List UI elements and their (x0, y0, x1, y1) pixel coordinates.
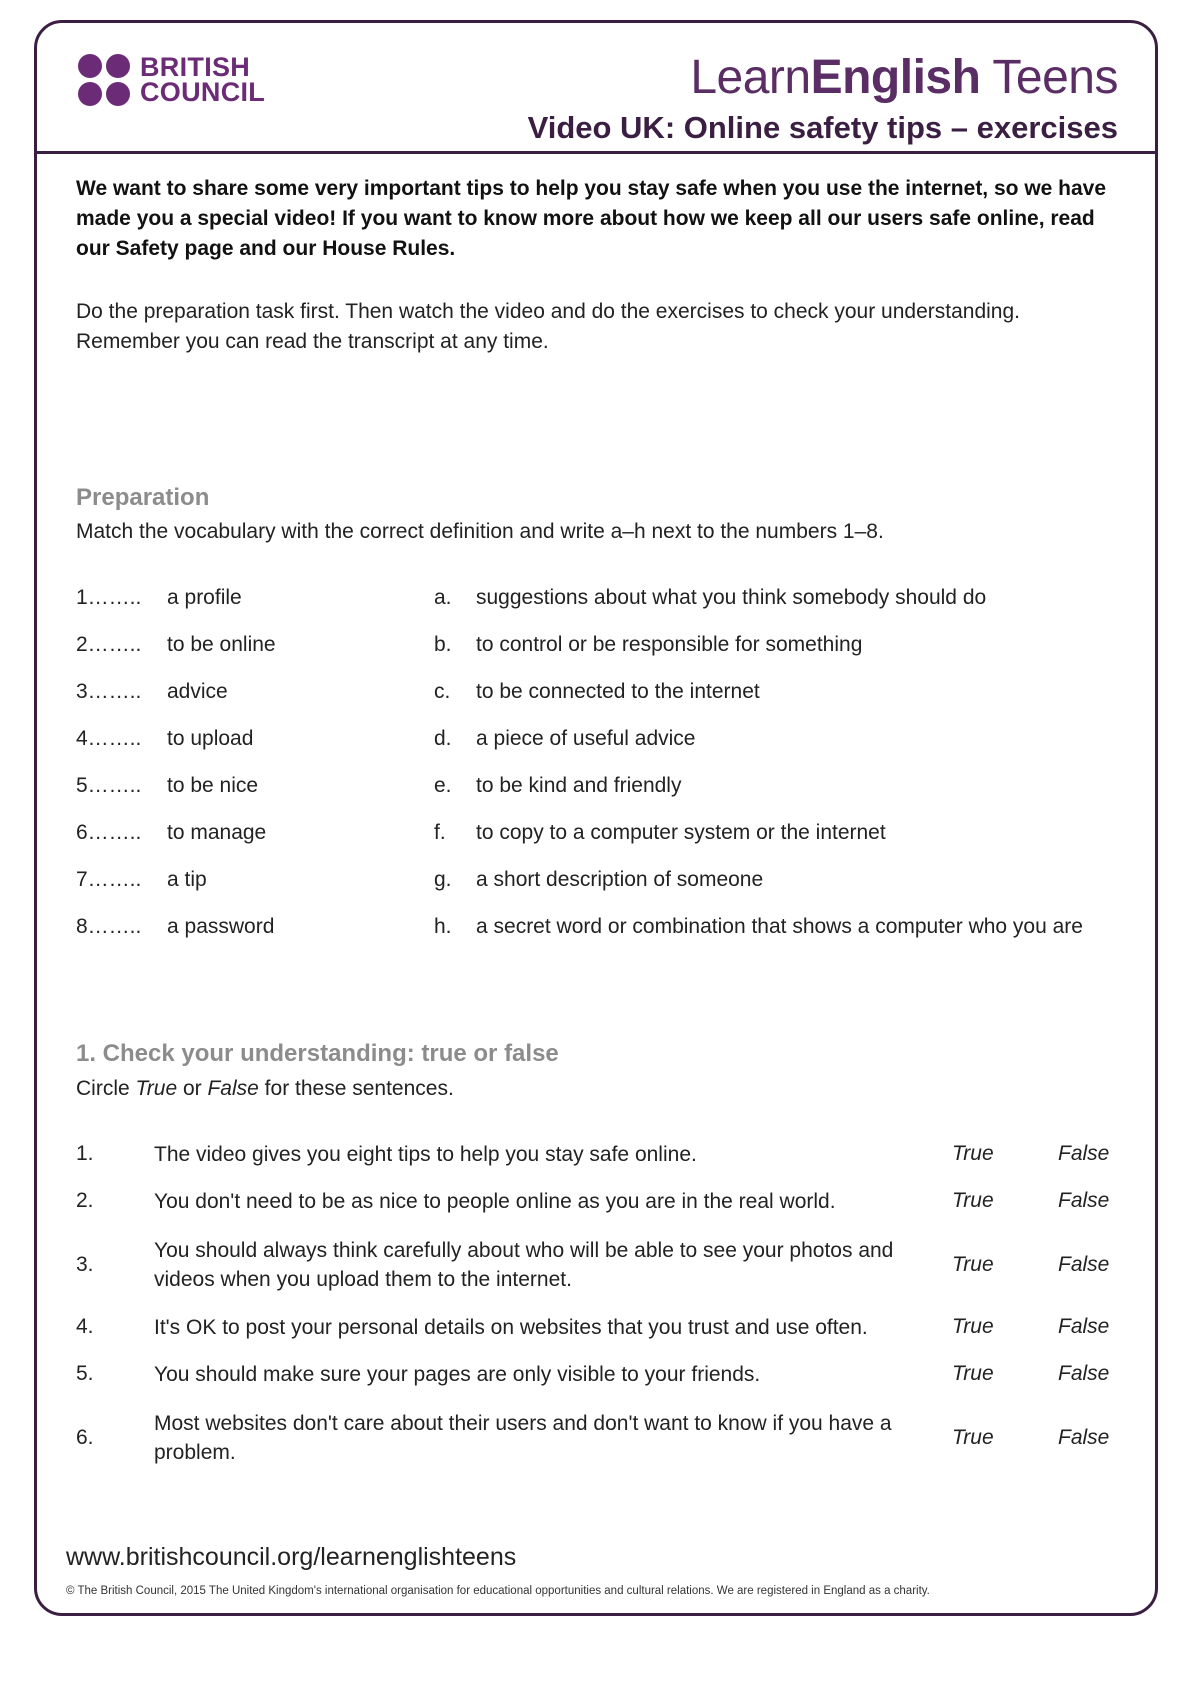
false-option[interactable]: False (1058, 1362, 1110, 1385)
exercise1-instruction (76, 1077, 454, 1101)
tf-statement: You don't need to be as nice to people online as you are in the real world. (154, 1189, 836, 1213)
definition-letter: b. (434, 633, 452, 656)
tf-number: 5. (76, 1362, 94, 1385)
vocab-number[interactable]: 7…….. (76, 868, 142, 891)
logo-dots-icon (78, 54, 130, 106)
tf-row (76, 1236, 1136, 1294)
vocab-term: a password (167, 915, 275, 938)
vocab-number[interactable]: 3…….. (76, 680, 142, 703)
intro-bold-paragraph: We want to share some very important tips to help you stay safe when you use the internet, so we have made you a special video! If you want to know more about how we keep all our users safe online, read our Safety page and our House Rules. (76, 177, 1107, 260)
tf-row (76, 1359, 1136, 1389)
document-title: Video UK: Online safety tips – exercises (527, 110, 1118, 145)
vocab-row (76, 915, 1136, 945)
vocab-row (76, 868, 1136, 898)
vocab-row (76, 633, 1136, 663)
footer-copyright: © The British Council, 2015 The United Kingdom's international organisation for educational opportunities and cultural relations. We are registered in England as a charity. (66, 1585, 930, 1597)
tf-row (76, 1139, 1136, 1169)
vocab-number[interactable]: 4…….. (76, 727, 142, 750)
vocab-number[interactable]: 8…….. (76, 915, 142, 938)
definition-letter: h. (434, 915, 452, 938)
brand-teens: Teens (980, 51, 1118, 104)
tf-row (76, 1186, 1136, 1216)
vocab-row (76, 727, 1136, 757)
definition-letter: c. (434, 680, 451, 703)
vocab-term: to be online (167, 633, 276, 656)
vocab-term: a tip (167, 868, 207, 891)
tf-number: 4. (76, 1315, 94, 1338)
definition-text: to be connected to the internet (476, 680, 760, 703)
definition-text: to be kind and friendly (476, 774, 682, 797)
definition-text: a secret word or combination that shows a computer who you are (476, 915, 1083, 938)
tf-row (76, 1312, 1136, 1342)
intro-paragraph: Do the preparation task first. Then watch the video and do the exercises to check your understanding. Remember you can read the transcript at any time. (76, 300, 1020, 353)
tf-statement: Most websites don't care about their users and don't want to know if you have a problem. (154, 1412, 892, 1464)
tf-number: 3. (76, 1253, 94, 1276)
definition-text: suggestions about what you think somebody should do (476, 586, 987, 609)
vocab-number[interactable]: 5…….. (76, 774, 142, 797)
definition-text: to control or be responsible for something (476, 633, 863, 656)
tf-statement: You should make sure your pages are only visible to your friends. (154, 1362, 761, 1386)
false-option[interactable]: False (1058, 1426, 1110, 1449)
brand-learn: Learn (690, 51, 811, 104)
tf-number: 6. (76, 1426, 94, 1449)
true-option[interactable]: True (952, 1315, 994, 1338)
instr-rest: for these sentences. (258, 1077, 454, 1100)
footer-url-link[interactable]: www.britishcouncil.org/learnenglishteens (66, 1543, 517, 1571)
tf-statement: It's OK to post your personal details on websites that you trust and use often. (154, 1315, 868, 1339)
tf-row (76, 1409, 1136, 1467)
vocab-term: to be nice (167, 774, 259, 797)
definition-text: a piece of useful advice (476, 727, 696, 750)
exercise1-heading: 1. Check your understanding: true or false (76, 1040, 559, 1067)
true-option[interactable]: True (952, 1189, 994, 1212)
vocab-number[interactable]: 6…….. (76, 821, 142, 844)
vocab-term: to upload (167, 727, 254, 750)
true-option[interactable]: True (952, 1426, 994, 1449)
logo-line-1: BRITISH (140, 52, 251, 82)
instr-or: or (177, 1077, 208, 1100)
vocab-number[interactable]: 2…….. (76, 633, 142, 656)
vocab-row (76, 680, 1136, 710)
definition-text: a short description of someone (476, 868, 764, 891)
tf-number: 1. (76, 1142, 94, 1165)
preparation-instruction: Match the vocabulary with the correct definition and write a–h next to the numbers 1–8. (76, 520, 884, 543)
vocab-term: to manage (167, 821, 267, 844)
definition-text: to copy to a computer system or the internet (476, 821, 886, 844)
false-option[interactable]: False (1058, 1315, 1110, 1338)
vocab-row (76, 774, 1136, 804)
true-option[interactable]: True (952, 1142, 994, 1165)
vocab-row (76, 586, 1136, 616)
logo-line-2: COUNCIL (140, 77, 266, 107)
definition-letter: d. (434, 727, 452, 750)
instr-circle: Circle (76, 1077, 136, 1100)
false-option[interactable]: False (1058, 1142, 1110, 1165)
false-option[interactable]: False (1058, 1253, 1110, 1276)
vocab-row (76, 821, 1136, 851)
false-option[interactable]: False (1058, 1189, 1110, 1212)
true-option[interactable]: True (952, 1253, 994, 1276)
learnenglish-teens-brand (690, 50, 1118, 105)
vocab-term: advice (167, 680, 228, 703)
vocab-term: a profile (167, 586, 242, 609)
tf-number: 2. (76, 1189, 94, 1212)
logo-text (140, 52, 266, 107)
header-divider (36, 151, 1155, 154)
instr-false: False (207, 1077, 259, 1100)
definition-letter: g. (434, 868, 452, 891)
tf-statement: The video gives you eight tips to help you stay safe online. (154, 1142, 697, 1166)
definition-letter: a. (434, 586, 452, 609)
vocab-number[interactable]: 1…….. (76, 586, 142, 609)
preparation-heading: Preparation (76, 484, 210, 511)
tf-statement: You should always think carefully about who will be able to see your photos and videos when you upload them to the internet. (154, 1239, 894, 1291)
instr-true: True (135, 1077, 178, 1100)
brand-english: English (810, 51, 981, 104)
british-council-logo (78, 54, 265, 106)
definition-letter: e. (434, 774, 452, 797)
true-option[interactable]: True (952, 1362, 994, 1385)
definition-letter: f. (434, 821, 446, 844)
